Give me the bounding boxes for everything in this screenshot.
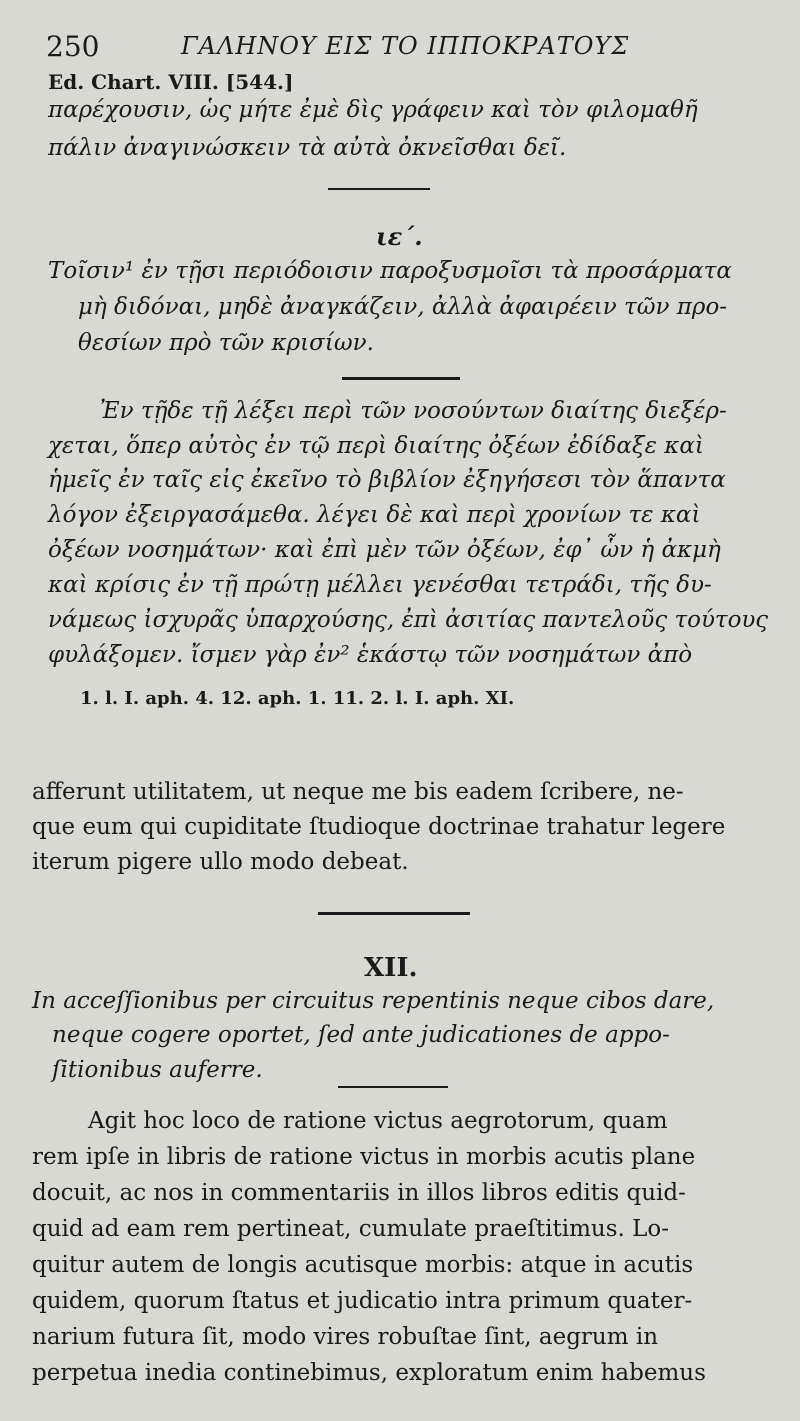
footnote: 1. l. I. aph. 4. 12. aph. 1. 11. 2. l. I. aph. XI. (80, 688, 515, 709)
greek-intro-line: παρέχουσιν, ὡς μήτε ἐμὲ δὶς γράφειν καὶ τὸν φιλομαθῆ (48, 97, 698, 123)
latin-intro-line: afferunt utilitatem, ut neque me bis eadem ſcribere, ne- (32, 779, 684, 805)
greek-aphorism-line: Τοῖσιν¹ ἐν τῇσι περιόδοισιν παροξυσμοῖσι τὰ προσάρματα (48, 258, 732, 284)
greek-commentary-line: νάμεως ἰσχυρᾶς ὑπαρχούσης, ἐπὶ ἀσιτίας παντελοῦς τούτους (48, 607, 769, 633)
page-number: 250 (46, 30, 100, 63)
divider-rule (338, 1086, 448, 1088)
greek-intro-line: πάλιν ἀναγινώσκειν τὰ αὐτὰ ὀκνεῖσθαι δεῖ. (48, 135, 567, 161)
latin-commentary-line: perpetua inedia continebimus, exploratum enim habemus (32, 1360, 706, 1386)
latin-commentary-line: narium futura ſit, modo vires robuſtae ſint, aegrum in (32, 1324, 659, 1350)
latin-aphorism-line: In acceſſionibus per circuitus repentinis neque cibos dare, (32, 988, 715, 1014)
divider-rule (342, 377, 460, 380)
greek-commentary-line: ἡμεῖς ἐν ταῖς εἰς ἐκεῖνο τὸ βιβλίον ἐξηγήσεσι τὸν ἅπαντα (48, 467, 726, 493)
divider-rule (328, 188, 430, 190)
latin-commentary-line: docuit, ac nos in commentariis in illos libros editis quid- (32, 1180, 686, 1206)
divider-rule (318, 912, 470, 915)
latin-commentary-line: rem ipſe in libris de ratione victus in morbis acutis plane (32, 1144, 696, 1170)
latin-commentary-line: Agit hoc loco de ratione victus aegrotorum, quam (88, 1108, 668, 1134)
latin-section-number: XII. (364, 953, 418, 983)
greek-section-number: ιε΄. (376, 222, 423, 251)
greek-aphorism-line: μὴ διδόναι, μηδὲ ἀναγκάζειν, ἀλλὰ ἀφαιρέειν τῶν προ- (78, 294, 728, 320)
edition-reference: Ed. Chart. VIII. [544.] (48, 70, 294, 94)
greek-commentary-line: λόγον ἐξειργασάμεθα. λέγει δὲ καὶ περὶ χρονίων τε καὶ (48, 502, 701, 528)
latin-aphorism-line: neque cogere oportet, ſed ante judicationes de appo- (52, 1022, 670, 1048)
latin-commentary-line: quidem, quorum ſtatus et judicatio intra primum quater- (32, 1288, 693, 1314)
greek-commentary-line: ὀξέων νοσημάτων· καὶ ἐπὶ μὲν τῶν ὀξέων, ἐφ᾽ ὧν ἡ ἀκμὴ (48, 537, 721, 563)
greek-aphorism-line: θεσίων πρὸ τῶν κρισίων. (78, 330, 374, 356)
latin-aphorism-line: ſitionibus auferre. (52, 1057, 263, 1083)
greek-commentary-line: χεται, ὅπερ αὐτὸς ἐν τῷ περὶ διαίτης ὀξέων ἐδίδαξε καὶ (48, 433, 704, 459)
latin-commentary-line: quitur autem de longis acutisque morbis: atque in acutis (32, 1252, 694, 1278)
greek-commentary-line: φυλάξομεν. ἴσμεν γὰρ ἐν² ἑκάστῳ τῶν νοσημάτων ἀπὸ (48, 642, 693, 668)
greek-commentary-line: καὶ κρίσις ἐν τῇ πρώτῃ μέλλει γενέσθαι τετράδι, τῆς δυ- (48, 572, 712, 598)
running-title: ΓΑΛΗΝΟΥ ΕΙΣ ΤΟ ΙΠΠΟΚΡΑΤΟΥΣ (181, 32, 630, 60)
page-header (46, 30, 766, 70)
greek-commentary-line: Ἐν τῇδε τῇ λέξει περὶ τῶν νοσούντων διαίτης διεξέρ- (100, 398, 727, 424)
latin-intro-line: iterum pigere ullo modo debeat. (32, 849, 409, 875)
latin-intro-line: que eum qui cupiditate ſtudioque doctrinae trahatur legere (32, 814, 726, 840)
latin-commentary-line: quid ad eam rem pertineat, cumulate praeſtitimus. Lo- (32, 1216, 670, 1242)
